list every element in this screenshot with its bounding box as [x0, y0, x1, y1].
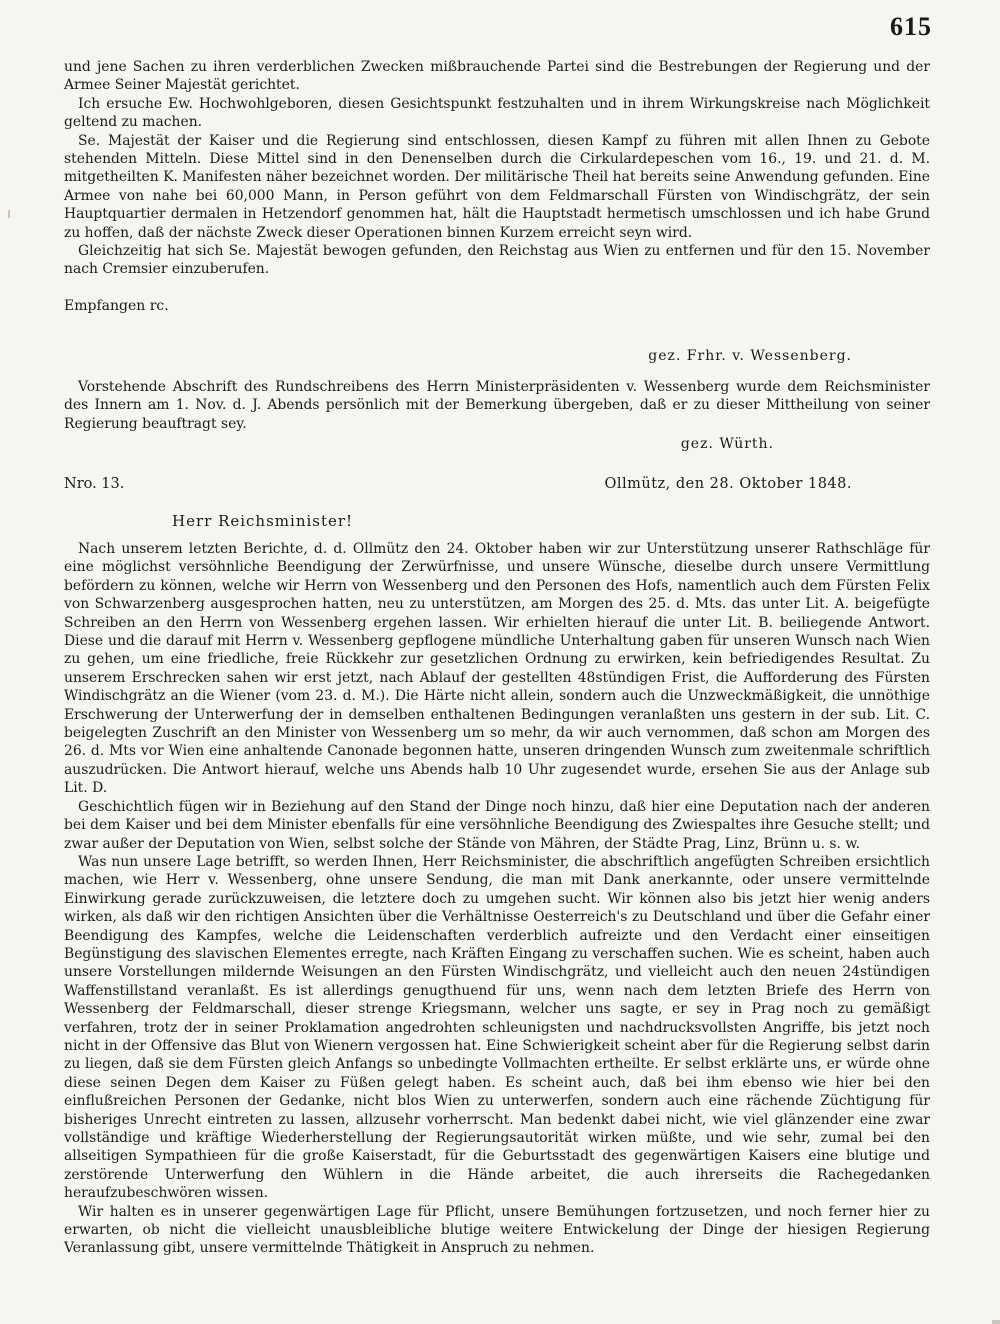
signature-wessenberg: gez. Frhr. v. Wessenberg.	[648, 348, 852, 364]
document-number: Nro. 13.	[64, 476, 125, 492]
paragraph: Wir halten es in unserer gegenwärtigen Lage für Pflicht, unsere Bemühungen fortzusetzen, und noch ferner hier zu erwarten, ob nicht die vielleicht unausbleibliche blutige weitere Entwickelung der Dinge der hiesigen Regierung Veranlassung gibt, unsere vermittelnde Thätigkeit in Anspruch zu nehmen.	[64, 1203, 930, 1257]
paragraph: Geschichtlich fügen wir in Beziehung auf den Stand der Dinge noch hinzu, daß hier eine Deputation nach der anderen bei dem Kaiser und bei dem Minister ebenfalls für eine versöhnliche Beendigung des Zwiespaltes ihre Gesuche stellt; und zwar außer der Deputation von Wien, selbst solche der Stände von Mähren, der Städte Prag, Linz, Brünn u. s. w.	[64, 798, 930, 852]
letter-address: Herr Reichsminister!	[172, 512, 354, 530]
signature-wuerth: gez. Würth.	[680, 436, 774, 452]
page-number: 615	[890, 12, 932, 41]
note-text	[64, 378, 930, 433]
report-text	[64, 540, 930, 1258]
paragraph: Ich ersuche Ew. Hochwohlgeboren, diesen Gesichtspunkt festzuhalten und in ihrem Wirkungskreise nach Möglichkeit geltend zu machen.	[64, 95, 930, 131]
circular-text	[64, 58, 930, 279]
scan-mark	[992, 1320, 1000, 1324]
closing-salutation: Empfangen rc.	[64, 298, 169, 314]
paragraph: Gleichzeitig hat sich Se. Majestät bewogen gefunden, den Reichstag aus Wien zu entfernen und für den 15. November nach Cremsier einzuberufen.	[64, 243, 930, 278]
document-place-date: Ollmütz, den 28. Oktober 1848.	[604, 476, 852, 492]
paragraph: Vorstehende Abschrift des Rundschreibens des Herrn Ministerpräsidenten v. Wessenberg wurde dem Reichsminister des Innern am 1. Nov. d. J. Abends persönlich mit der Bemerkung übergeben, daß er zu dieser Mittheilung von seiner Regierung beauftragt sey.	[64, 379, 930, 432]
paragraph: und jene Sachen zu ihren verderblichen Zwecken mißbrauchende Partei sind die Bestrebungen der Regierung und der Armee Seiner Majestät gerichtet.	[64, 59, 930, 94]
paragraph: Was nun unsere Lage betrifft, so werden Ihnen, Herr Reichsminister, die abschriftlich angefügten Schreiben ersichtlich machen, wie Herr v. Wessenberg, ohne unsere Sendung, die man mit Dank anerkannte, oder unsere vermittelnde Einwirkung gerade zurückzuweisen, die letztere doch zu umgehen sucht. Wir können also bis jetzt hier wenig anders wirken, als daß wir den richtigen Ansichten über die Verhältnisse Oesterreich's zu Deutschland und über die Gefahr einer Beendigung des Kampfes, welche die Leidenschaften verderblich aufreizte und den Verdacht einer einseitigen Begünstigung des slavischen Elementes erregte, nach Kräften Eingang zu verschaffen suchen. Wie es scheint, haben auch unsere Vorstellungen mildernde Weisungen an den Fürsten Windischgrätz, und vielleicht auch den neuen 24stündigen Waffenstillstand veranlaßt. Es ist allerdings genugthuend für uns, wenn nach dem letzten Briefe des Herrn von Wessenberg der Feldmarschall, dieser strenge Kriegsmann, welcher uns sagte, er sey in Prag noch zu gemäßigt verfahren, trotz der in seiner Proklamation angedrohten schleunigsten und nachdrucksvollsten Angriffe, bis jetzt noch nicht in der Offensive das Blut von Wienern vergossen hat. Eine Schwierigkeit scheint aber für die Regierung selbst darin zu liegen, daß sie dem Fürsten gleich Anfangs so unbedingte Vollmachten ertheilte. Er selbst erklärte uns, er würde ohne diese seinen Degen dem Kaiser zu Füßen gelegt haben. Es scheint auch, daß bei ihm ebenso wie hier bei den einflußreichen Personen der Gedanke, nicht blos Wien zu unterwerfen, sondern auch eine rächende Züchtigung für bisheriges Unrecht eintreten zu lassen, allzusehr vorherrscht. Man bedenkt dabei nicht, wie viel glänzender eine zwar vollständige und kräftige Wiederherstellung der Regierungsautorität wirken müßte, und wie sehr, zumal bei den allseitigen Sympathieen für die große Kaiserstadt, für die Geburtsstadt des gegenwärtigen Kaisers eine blutige und zerstörende Unterwerfung den Wühlern in die Hände arbeitet, die auch ihrerseits die Rachegedanken heraufzubeschwören wissen.	[64, 853, 930, 1202]
scan-mark	[8, 210, 10, 218]
paragraph: Se. Majestät der Kaiser und die Regierung sind entschlossen, diesen Kampf zu führen mit allen Ihnen zu Gebote stehenden Mitteln. Diese Mittel sind in den Denenselben durch die Cirkulardepeschen vom 16., 19. und 21. d. M. mitgetheilten K. Manifesten näher bezeichnet worden. Der militärische Theil hat bereits seine Anwendung gefunden. Eine Armee von nahe bei 60,000 Mann, in Person geführt von dem Feldmarschall Fürsten von Windischgrätz, der sein Hauptquartier dermalen in Hetzendorf genommen hat, hält die Hauptstadt hermetisch umschlossen und ich habe Grund zu hoffen, daß der nächste Zweck dieser Operationen binnen Kurzem erreicht seyn wird.	[64, 132, 930, 241]
paragraph: Nach unserem letzten Berichte, d. d. Ollmütz den 24. Oktober haben wir zur Unterstützung unserer Rathschläge für eine möglichst versöhnliche Beendigung der Zerwürfnisse, und unsere Wünsche, dieselbe durch unsere Vermittlung befördern zu können, welche wir Herrn von Wessenberg und den Personen des Hofs, namentlich auch dem Fürsten Felix von Schwarzenberg ausgesprochen hatten, neu zu unterstützen, am Morgen des 25. d. Mts. das unter Lit. A. beigefügte Schreiben an den Herrn von Wessenberg ergehen lassen. Wir erhielten hierauf die unter Lit. B. beiliegende Antwort. Diese und die darauf mit Herrn v. Wessenberg gepflogene mündliche Unterhaltung gaben für unseren Wunsch nach Wien zu gehen, um eine friedliche, freie Rückkehr zur gesetzlichen Ordnung zu erwirken, kein befriedigendes Resultat. Zu unserem Erschrecken sahen wir erst jetzt, nach Ablauf der gestellten 48stündigen Frist, die Aufforderung des Fürsten Windischgrätz an die Wiener (vom 23. d. M.). Die Härte nicht allein, sondern auch die Unzweckmäßigkeit, die unnöthige Erschwerung der Unterwerfung der in demselben enthaltenen Bedingungen veranlaßten uns gestern in der sub. Lit. C. beigelegten Zuschrift an den Minister von Wessenberg um so mehr, da wir auch vernommen, daß schon am Morgen des 26. d. Mts vor Wien eine anhaltende Canonade begonnen hatte, unseren dringenden Wunsch zum zweitenmale schriftlich auszudrücken. Die Antwort hierauf, welche uns Abends halb 10 Uhr zugesendet wurde, ersehen Sie aus der Anlage sub Lit. D.	[64, 541, 930, 797]
